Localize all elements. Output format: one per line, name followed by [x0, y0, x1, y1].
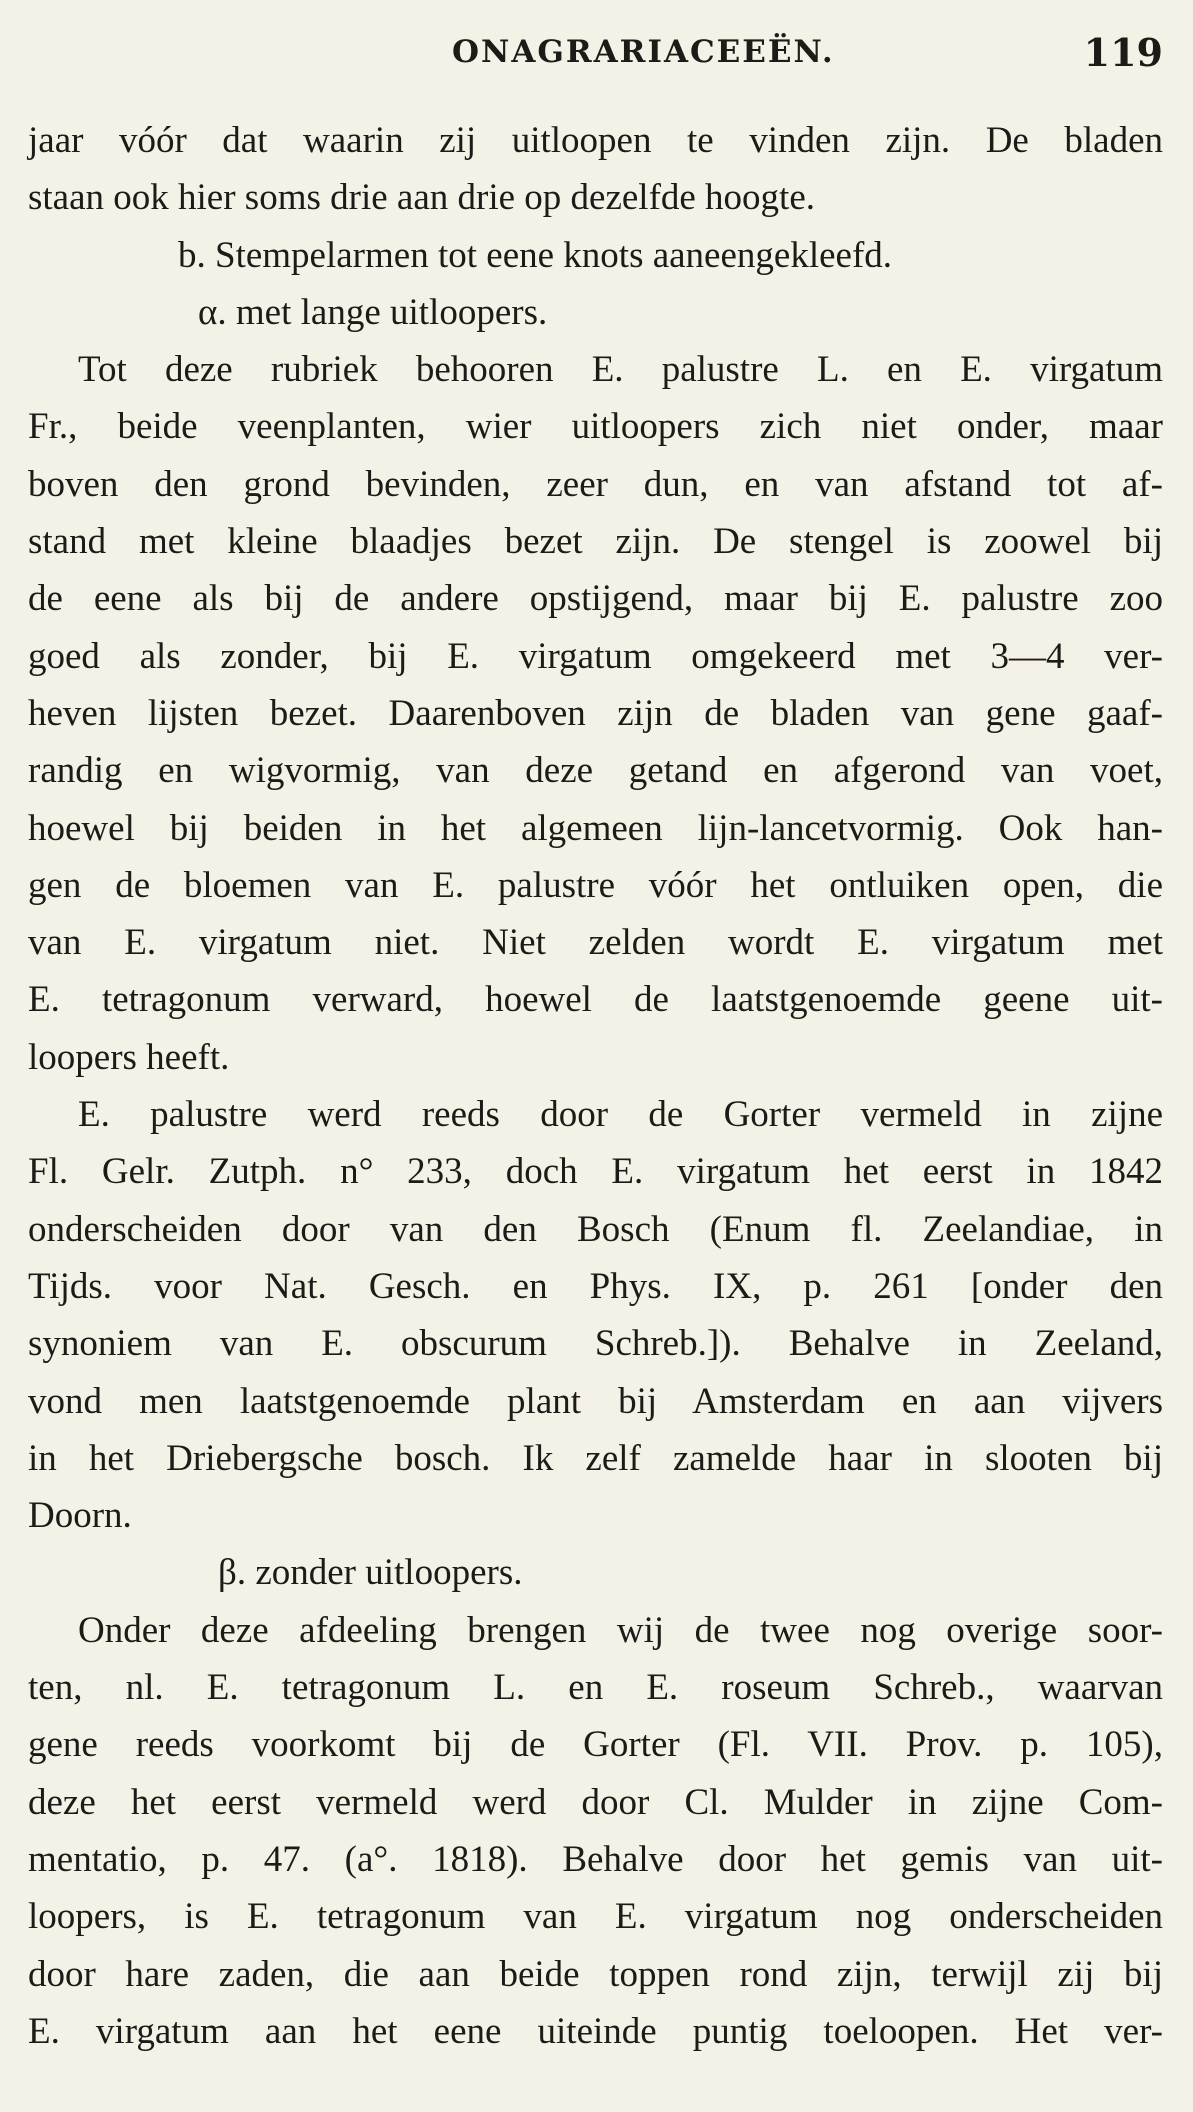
text-line: stand met kleine blaadjes bezet zijn. De stengel is zoowel bij [28, 521, 1163, 563]
running-title: ONAGRARIACEEËN. [452, 34, 835, 70]
text-line: heven lijsten bezet. Daarenboven zijn de bladen van gene gaaf- [28, 692, 1163, 734]
text-line: hoewel bij beiden in het algemeen lijn-lancetvormig. Ook han- [28, 807, 1163, 849]
body-text [28, 112, 1163, 2060]
text-line: gen de bloemen van E. palustre vóór het ontluiken open, die [28, 864, 1163, 906]
text-line: E. palustre werd reeds door de Gorter vermeld in zijne [78, 1094, 1163, 1136]
text-line: β. zonder uitloopers. [218, 1552, 523, 1594]
text-line: gene reeds voorkomt bij de Gorter (Fl. VII. Prov. p. 105), [28, 1724, 1163, 1766]
text-line: Onder deze afdeeling brengen wij de twee nog overige soor- [78, 1609, 1163, 1651]
text-line: de eene als bij de andere opstijgend, maar bij E. palustre zoo [28, 578, 1163, 620]
text-line: loopers, is E. tetragonum van E. virgatum nog onderscheiden [28, 1896, 1163, 1938]
text-line: Doorn. [28, 1495, 132, 1537]
text-line: Tot deze rubriek behooren E. palustre L. en E. virgatum [78, 349, 1163, 391]
text-line: vond men laatstgenoemde plant bij Amsterdam en aan vijvers [28, 1380, 1163, 1422]
text-line: mentatio, p. 47. (a°. 1818). Behalve door het gemis van uit- [28, 1838, 1163, 1880]
text-line: goed als zonder, bij E. virgatum omgekeerd met 3—4 ver- [28, 635, 1163, 677]
text-line: loopers heeft. [28, 1036, 230, 1078]
text-line: in het Driebergsche bosch. Ik zelf zamelde haar in slooten bij [28, 1437, 1163, 1479]
text-line: staan ook hier soms drie aan drie op dezelfde hoogte. [28, 177, 816, 219]
text-line: b. Stempelarmen tot eene knots aaneengekleefd. [178, 234, 893, 276]
text-line: Tijds. voor Nat. Gesch. en Phys. IX, p. 261 [onder den [28, 1265, 1163, 1307]
page-number: 119 [1083, 30, 1163, 75]
text-line: door hare zaden, die aan beide toppen rond zijn, terwijl zij bij [28, 1953, 1163, 1995]
text-line: Fl. Gelr. Zutph. n° 233, doch E. virgatum het eerst in 1842 [28, 1151, 1163, 1193]
text-line: van E. virgatum niet. Niet zelden wordt E. virgatum met [28, 922, 1163, 964]
text-line: randig en wigvormig, van deze getand en afgerond van voet, [28, 750, 1163, 792]
text-line: α. met lange uitloopers. [198, 291, 548, 333]
text-line: boven den grond bevinden, zeer dun, en van afstand tot af- [28, 463, 1163, 505]
text-line: onderscheiden door van den Bosch (Enum fl. Zeelandiae, in [28, 1208, 1163, 1250]
text-line: jaar vóór dat waarin zij uitloopen te vinden zijn. De bladen [28, 120, 1163, 161]
text-line: E. tetragonum verward, hoewel de laatstgenoemde geene uit- [28, 979, 1163, 1021]
text-line: Fr., beide veenplanten, wier uitloopers zich niet onder, maar [28, 406, 1163, 448]
text-line: E. virgatum aan het eene uiteinde puntig toeloopen. Het ver- [28, 2010, 1163, 2052]
text-line: ten, nl. E. tetragonum L. en E. roseum Schreb., waarvan [28, 1667, 1163, 1709]
text-line: deze het eerst vermeld werd door Cl. Mulder in zijne Com- [28, 1781, 1163, 1823]
text-line: synoniem van E. obscurum Schreb.]). Behalve in Zeeland, [28, 1323, 1163, 1365]
